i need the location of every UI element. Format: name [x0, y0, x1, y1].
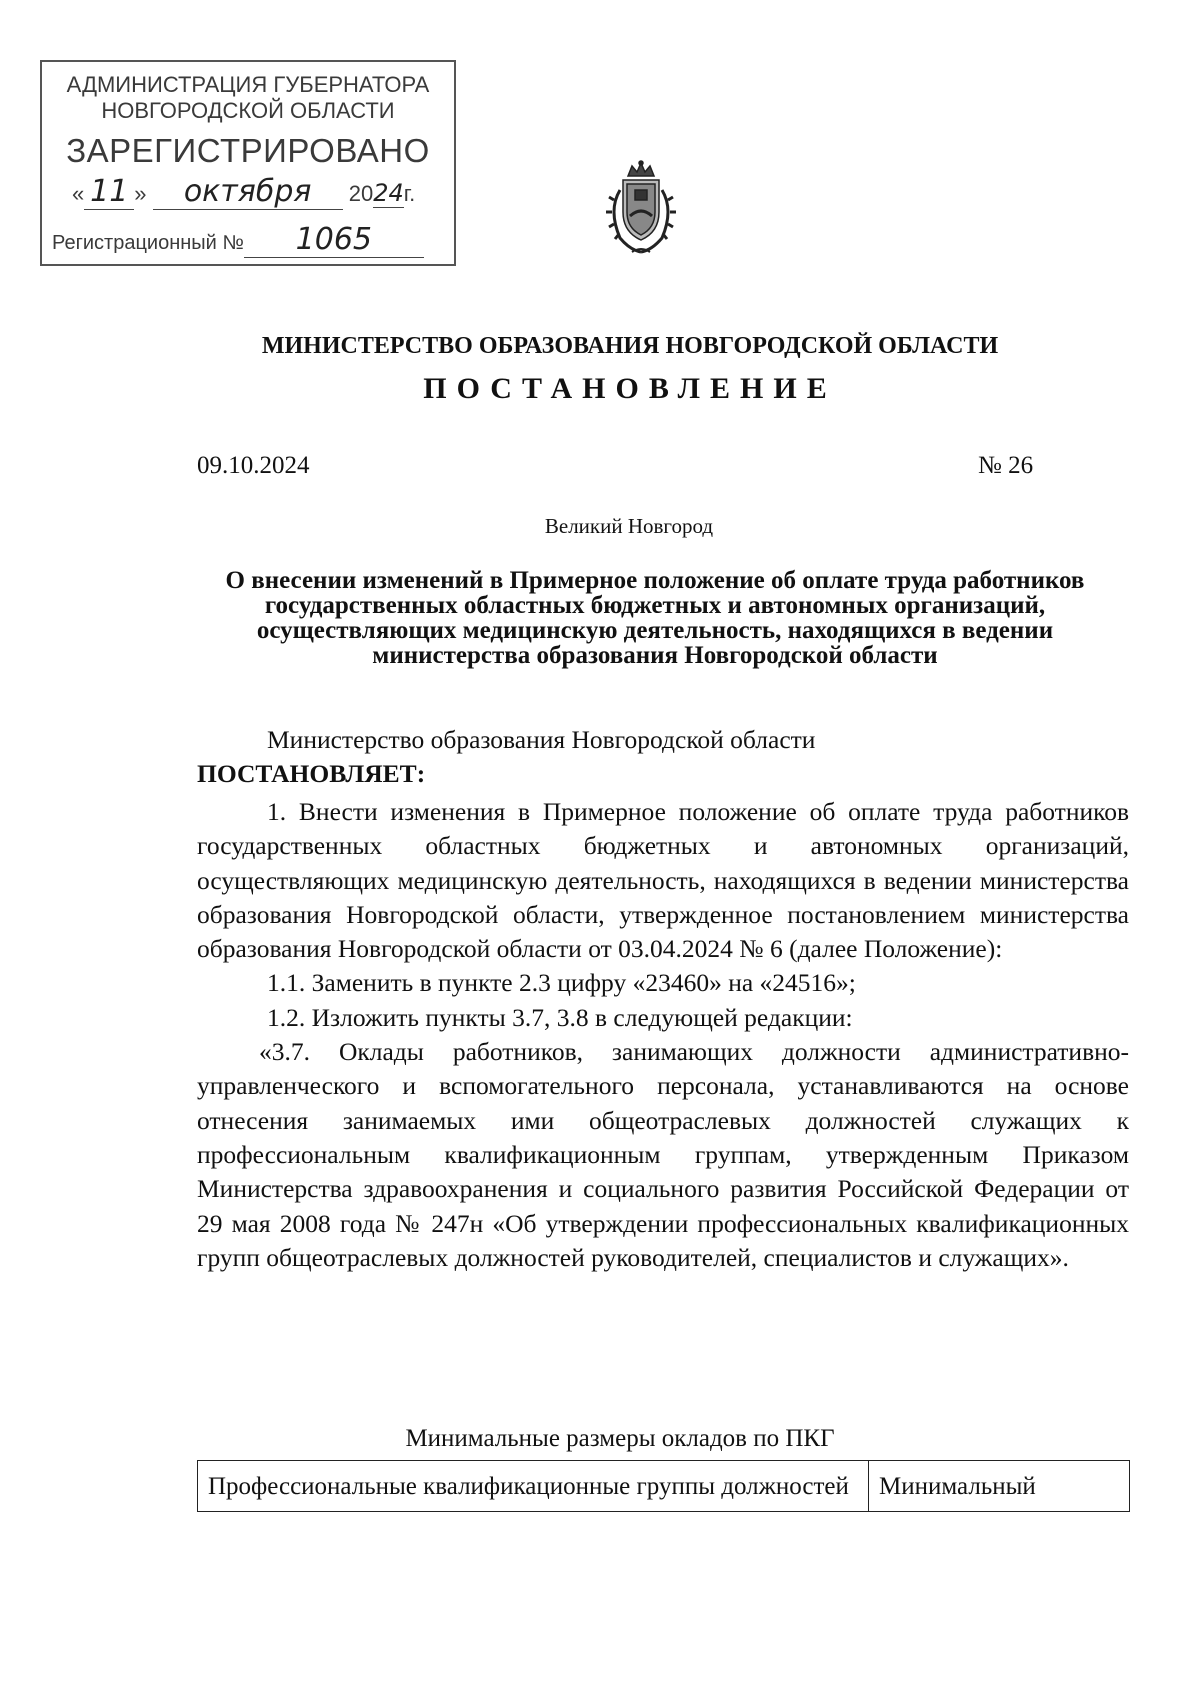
lead-text: Министерство образования Новгородской области	[267, 725, 816, 754]
stamp-org-line1: АДМИНИСТРАЦИЯ ГУБЕРНАТОРА	[66, 72, 430, 97]
table-caption: Минимальные размеры окладов по ПКГ	[405, 1425, 835, 1452]
body-paragraphs	[197, 795, 1129, 1275]
table-header-groups: Профессиональные квалификационные группы должностей	[198, 1461, 869, 1512]
paragraph-3-7: «3.7. Оклады работников, занимающих должности административно-управленческого и вспомогательного персонала, устанавливаются на основе отнесения занимаемых ими общеотраслевых должностей служащих к профессиональным квалификационным группам, утвержденным Приказом Министерства здравоохранения и социального развития Российской Федерации от 29 мая 2008 года № 247н «Об утверждении профессиональных квалификационных групп общеотраслевых должностей руководителей, специалистов и служащих».	[197, 1037, 1129, 1272]
paragraph-1: 1. Внести изменения в Примерное положение об оплате труда работников государственных областных бюджетных и автономных организаций, осуществляющих медицинскую деятельность, находящихся в ведении министерства образования Новгородской области, утвержденное постановлением министерства образования Новгородской области от 03.04.2024 № 6 (далее Положение):	[197, 797, 1129, 964]
paragraph-1-2: 1.2. Изложить пункты 3.7, 3.8 в следующей редакции:	[267, 1002, 853, 1032]
stamp-month: октября	[183, 174, 312, 209]
coat-of-arms-icon	[600, 160, 682, 258]
stamp-year-unit: г.	[403, 181, 416, 206]
paragraph-1-1: 1.1. Заменить в пункте 2.3 цифру «23460» на «24516»;	[267, 968, 856, 998]
stamp-date-line: « 11 » октября 2024г.	[72, 174, 416, 209]
resolves-heading: ПОСТАНОВЛЯЕТ:	[197, 759, 426, 789]
document-date: 09.10.2024	[197, 452, 310, 479]
lead-block	[197, 723, 1129, 792]
document-type: ПОСТАНОВЛЕНИЕ	[423, 372, 837, 405]
document-number: № 26	[978, 452, 1034, 479]
stamp-registered: ЗАРЕГИСТРИРОВАНО	[66, 132, 430, 169]
table-header-minimum: Минимальный	[869, 1461, 1130, 1512]
document-title: О внесении изменений в Примерное положение об оплате труда работников государственных областных бюджетных и автономных организаций, осуществляющих медицинскую деятельность, находящихся в ведении министерства образования Новгородской области	[225, 567, 1085, 669]
stamp-year-prefix: 20	[348, 181, 374, 206]
table-header-row	[198, 1461, 1130, 1512]
stamp-reg-label: Регистрационный №	[52, 232, 244, 254]
document-city: Великий Новгород	[544, 514, 714, 538]
stamp-reg-number: 1065	[295, 222, 373, 257]
registration-stamp	[40, 60, 456, 266]
stamp-day: 11	[90, 174, 129, 209]
stamp-org-line2: НОВГОРОДСКОЙ ОБЛАСТИ	[101, 98, 395, 123]
salary-table	[197, 1460, 1130, 1512]
stamp-reg-line	[52, 222, 442, 258]
ministry-name: МИНИСТЕРСТВО ОБРАЗОВАНИЯ НОВГОРОДСКОЙ ОБЛАСТИ	[261, 333, 999, 359]
stamp-year-suffix: 24	[373, 179, 404, 207]
